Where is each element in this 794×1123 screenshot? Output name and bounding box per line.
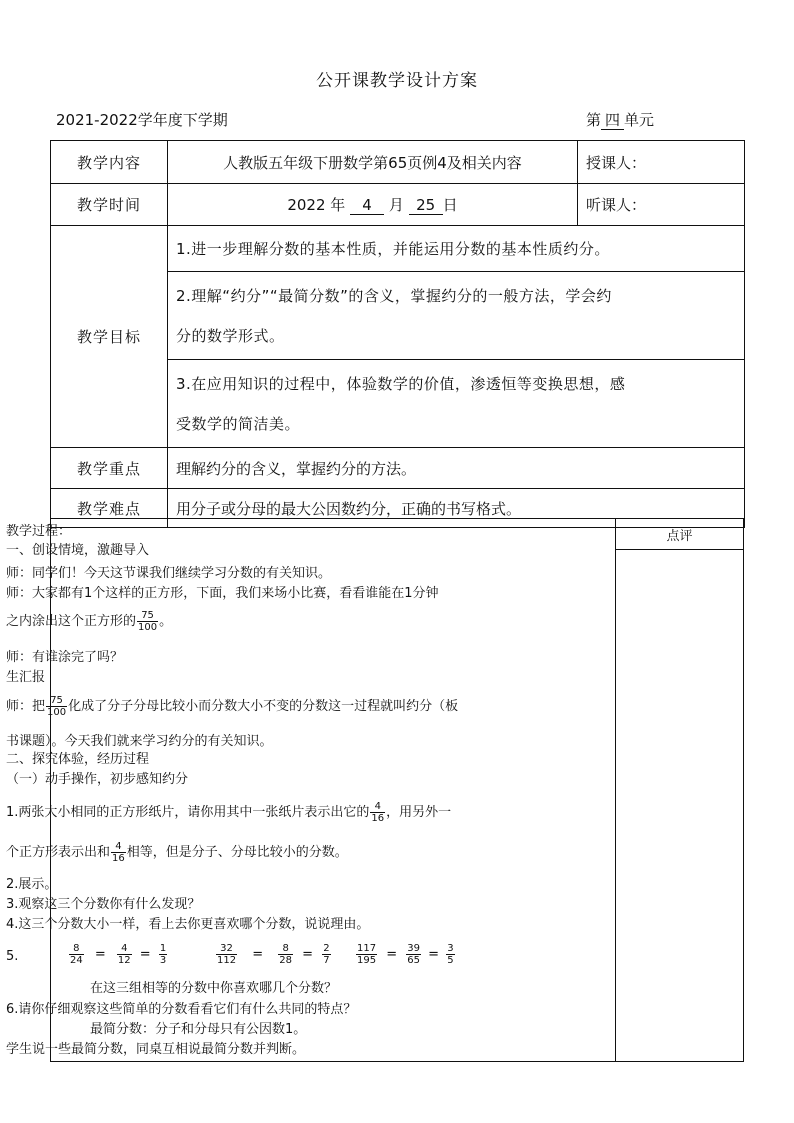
denominator: 28 (279, 955, 293, 966)
process-line: 学生说一些最简分数，同桌互相说最简分数并判断。 (6, 1042, 306, 1057)
process-line: 5. (6, 949, 19, 964)
line-text: 师：把 (6, 699, 46, 714)
fraction-75-100 (137, 610, 158, 633)
goals-label: 教学目标 (51, 226, 168, 448)
numerator: 4 (111, 841, 126, 853)
numerator: 1 (159, 943, 167, 954)
denominator: 24 (70, 955, 83, 966)
process-line: 师：同学们！今天这节课我们继续学习分数的有关知识。 (6, 566, 332, 581)
goal-2-line-1: 2.理解“约分”“最简分数”的含义，掌握约分的一般方法，学会约 (176, 286, 612, 305)
line-text: 化成了分子分母比较小而分数大小不变的分数这一过程就叫约分（板 (68, 699, 459, 714)
key-point-label: 教学重点 (51, 448, 168, 489)
denominator: 16 (112, 853, 125, 864)
numerator: 75 (46, 695, 67, 707)
line-text: ，用另外一 (386, 805, 452, 820)
line-text: 个正方形表示出和 (6, 845, 111, 860)
column-divider (615, 519, 616, 1061)
process-line: 4.这三个分数大小一样，看上去你更喜欢哪个分数，说说理由。 (6, 917, 370, 932)
difficulty-label: 教学难点 (51, 489, 168, 528)
fraction-3-5 (446, 943, 454, 966)
numerator: 2 (323, 943, 330, 954)
equals-sign: = (428, 947, 440, 962)
month-unit: 月 (388, 196, 404, 214)
time-label: 教学时间 (51, 184, 168, 226)
process-line: 教学过程： (6, 524, 72, 539)
denominator: 65 (407, 955, 421, 966)
process-line: 书课题）。今天我们就来学习约分的有关知识。 (6, 734, 273, 749)
process-line (6, 841, 348, 864)
semester-label: 2021-2022学年度下学期 (56, 111, 228, 129)
comment-header: 点评 (666, 529, 693, 544)
listener-label: 听课人： (578, 184, 745, 226)
lesson-info-table (50, 140, 745, 528)
process-line: 2.展示。 (6, 877, 58, 892)
numerator: 39 (407, 943, 421, 954)
denominator: 16 (371, 813, 385, 824)
day-unit: 日 (442, 196, 458, 214)
goal-3-line-1: 3.在应用知识的过程中，体验数学的价值，渗透恒等变换思想，感 (176, 374, 626, 393)
fraction-4-12 (117, 943, 132, 966)
fraction-1-3 (159, 943, 167, 966)
process-line (6, 610, 172, 633)
goal-3-line-2: 受数学的简洁美。 (176, 414, 301, 433)
key-point-value: 理解约分的含义，掌握约分的方法。 (168, 448, 745, 489)
line-text: 之内涂出这个正方形的 (6, 614, 137, 629)
process-line: 在这三组相等的分数中你喜欢哪几个分数？ (90, 981, 338, 996)
fraction-8-24 (69, 943, 84, 966)
denominator: 7 (323, 955, 330, 966)
denominator: 5 (447, 955, 454, 966)
equals-sign: = (139, 947, 151, 962)
goal-2-line-2: 分的数学形式。 (176, 326, 285, 345)
year-value: 2022 (287, 196, 326, 214)
document-title: 公开课教学设计方案 (316, 71, 478, 91)
fraction-group-2 (215, 943, 332, 966)
line-text: 相等，但是分子、分母比较小的分数。 (126, 845, 348, 860)
numerator: 32 (216, 943, 237, 955)
fraction-117-195 (356, 943, 377, 966)
denominator: 3 (159, 955, 167, 966)
numerator: 8 (69, 943, 84, 955)
process-line: 师：有谁涂完了吗？ (6, 650, 124, 665)
equals-sign: = (252, 947, 264, 962)
denominator: 112 (217, 955, 237, 966)
numerator: 4 (117, 943, 132, 955)
denominator: 100 (47, 707, 67, 718)
numerator: 3 (447, 943, 454, 954)
process-line: （一）动手操作，初步感知约分 (6, 772, 189, 787)
unit-number: 四 (601, 112, 624, 130)
fraction-group-3 (355, 943, 456, 966)
content-value: 人教版五年级下册数学第65页例4及相关内容 (168, 141, 578, 184)
month-value: 4 (350, 197, 384, 215)
denominator: 12 (117, 955, 131, 966)
unit-prefix: 第 (586, 111, 602, 129)
fraction-2-7 (322, 943, 330, 966)
denominator: 195 (357, 955, 377, 966)
denominator: 100 (138, 622, 158, 633)
fraction-4-16 (111, 841, 126, 864)
fraction-group-1 (68, 943, 168, 966)
goal-2 (168, 272, 745, 360)
line-text: 。 (159, 614, 173, 629)
comment-header-divider (616, 549, 743, 550)
fraction-39-65 (406, 943, 421, 966)
process-line: 6.请你仔细观察这些简单的分数看看它们有什么共同的特点？ (6, 1002, 357, 1017)
year-unit: 年 (330, 196, 346, 214)
process-line: 生汇报 (6, 670, 46, 685)
fraction-8-28 (278, 943, 293, 966)
process-line: 师：大家都有1个这样的正方形，下面，我们来场小比赛，看看谁能在1分钟 (6, 586, 439, 601)
unit-label (586, 109, 654, 130)
unit-suffix: 单元 (624, 111, 655, 129)
difficulty-value: 用分子或分母的最大公因数约分，正确的书写格式。 (168, 489, 745, 528)
fraction-32-112 (216, 943, 237, 966)
time-value (168, 184, 578, 226)
numerator: 117 (357, 943, 377, 954)
numerator: 8 (278, 943, 293, 955)
process-line: 最简分数：分子和分母只有公因数1。 (90, 1022, 307, 1037)
equals-sign: = (94, 947, 106, 962)
goal-1: 1.进一步理解分数的基本性质，并能运用分数的基本性质约分。 (168, 226, 745, 272)
numerator: 4 (370, 801, 385, 813)
process-line (6, 801, 451, 824)
process-line: 一、创设情境，激趣导入 (6, 543, 150, 558)
goal-3 (168, 360, 745, 448)
teacher-label: 授课人： (578, 141, 745, 184)
content-label: 教学内容 (51, 141, 168, 184)
numerator: 75 (137, 610, 158, 622)
fraction-75-100 (46, 695, 67, 718)
line-text: 1.两张大小相同的正方形纸片，请你用其中一张纸片表示出它的 (6, 805, 370, 820)
equals-sign: = (386, 947, 398, 962)
fraction-4-16 (370, 801, 385, 824)
process-line: 3.观察这三个分数你有什么发现？ (6, 897, 201, 912)
process-line (6, 695, 458, 718)
day-value: 25 (409, 197, 443, 215)
equals-sign: = (302, 947, 314, 962)
process-line: 二、探究体验，经历过程 (6, 752, 150, 767)
